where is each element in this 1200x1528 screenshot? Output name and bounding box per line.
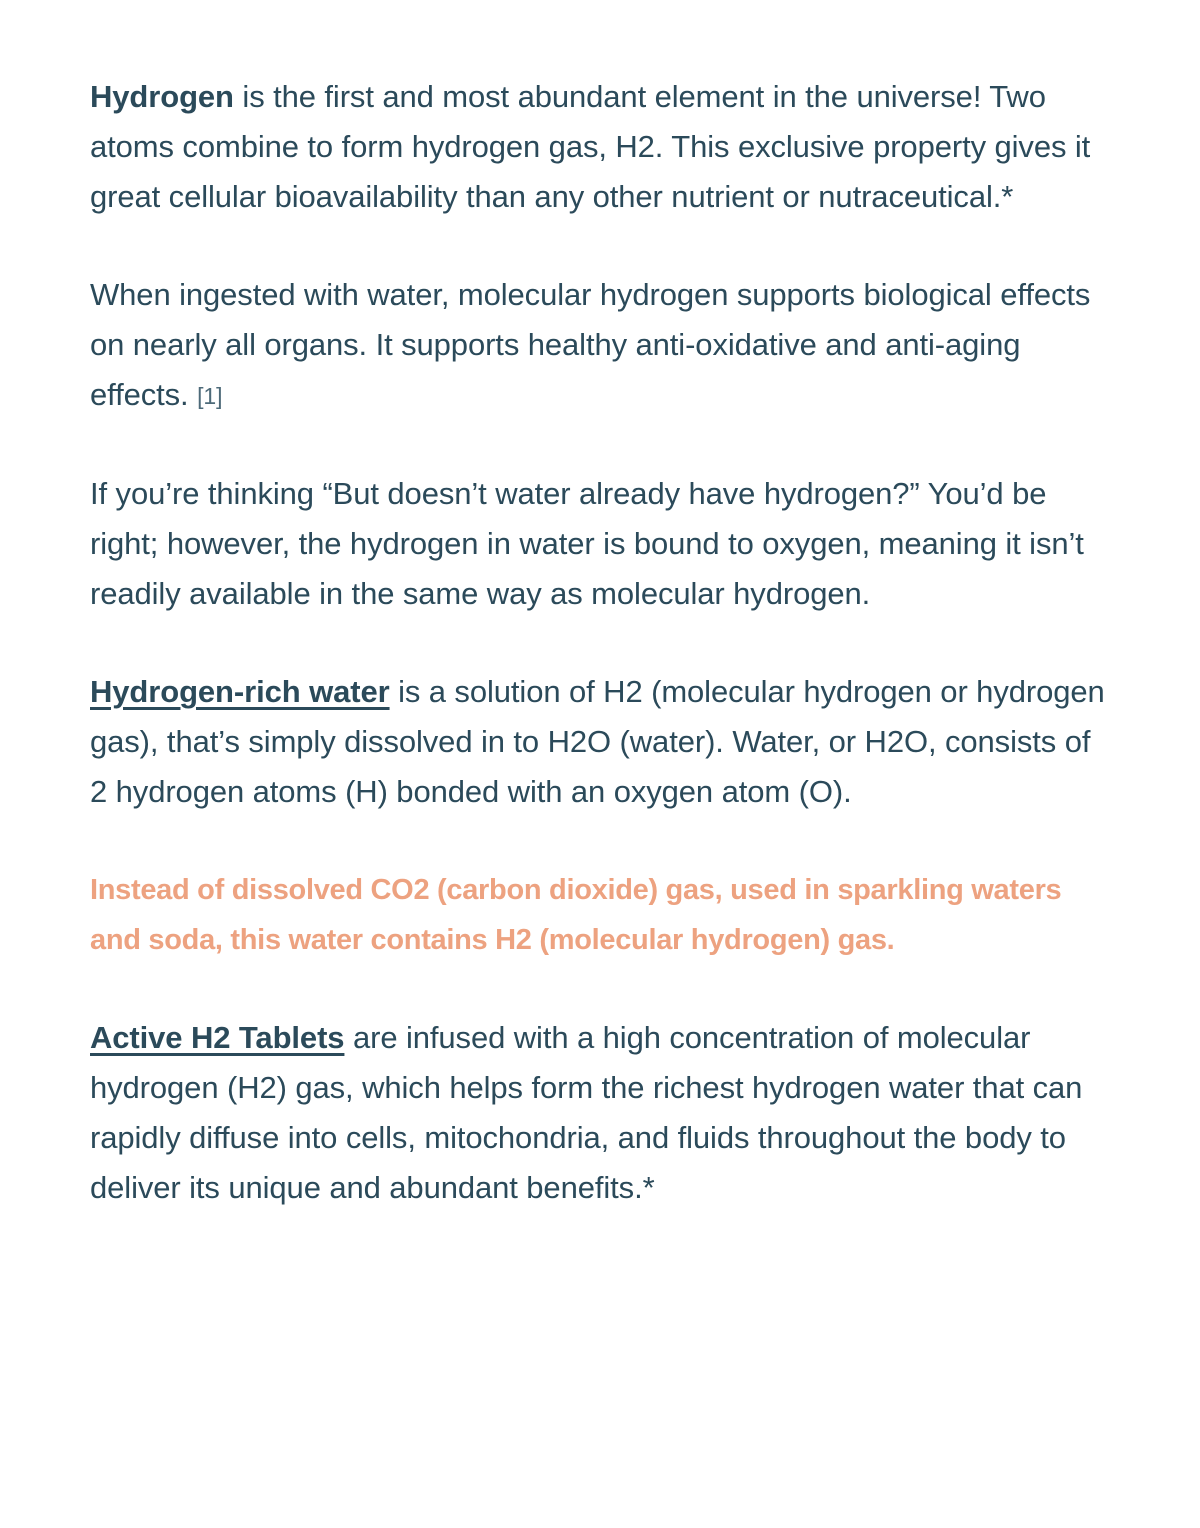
paragraph-intro (90, 72, 1108, 222)
paragraph-co2-comparison-highlight (90, 865, 1108, 965)
paragraph-intro-text: is the first and most abundant element in the universe! Two atoms combine to form hydrogen gas, H2. This exclusive property gives it great cellular bioavailability than any other nutrient or nutraceutical.* (90, 79, 1091, 214)
paragraph-active-h2-tablets (90, 1013, 1108, 1213)
lead-term-hydrogen: Hydrogen (90, 79, 234, 114)
paragraph-water-question-text: If you’re thinking “But doesn’t water already have hydrogen?” You’d be right; however, the hydrogen in water is bound to oxygen, meaning it isn’t readily available in the same way as molecular hydrogen. (90, 476, 1084, 611)
lead-term-hydrogen-rich-water: Hydrogen-rich water (90, 674, 390, 709)
paragraph-active-h2-tablets-text: are infused with a high concentration of molecular hydrogen (H2) gas, which helps form the richest hydrogen water that can rapidly diffuse into cells, mitochondria, and fluids throughout the body to deliver its unique and abundant benefits.* (90, 1020, 1083, 1205)
paragraph-water-question (90, 469, 1108, 619)
paragraph-biological-effects-text: When ingested with water, molecular hydrogen supports biological effects on nearly all organs. It supports healthy anti-oxidative and anti-aging effects. (90, 277, 1091, 412)
citation-reference-1[interactable]: [1] (197, 383, 223, 409)
paragraph-biological-effects (90, 270, 1108, 421)
paragraph-hydrogen-rich-water (90, 667, 1108, 817)
paragraph-co2-comparison-text: Instead of dissolved CO2 (carbon dioxide) gas, used in sparkling waters and soda, this water contains H2 (molecular hydrogen) gas. (90, 874, 1062, 956)
lead-term-active-h2-tablets: Active H2 Tablets (90, 1020, 345, 1055)
paragraph-hydrogen-rich-water-text: is a solution of H2 (molecular hydrogen or hydrogen gas), that’s simply dissolved in to H2O (water). Water, or H2O, consists of 2 hydrogen atoms (H) bonded with an oxygen atom (O). (90, 674, 1105, 809)
